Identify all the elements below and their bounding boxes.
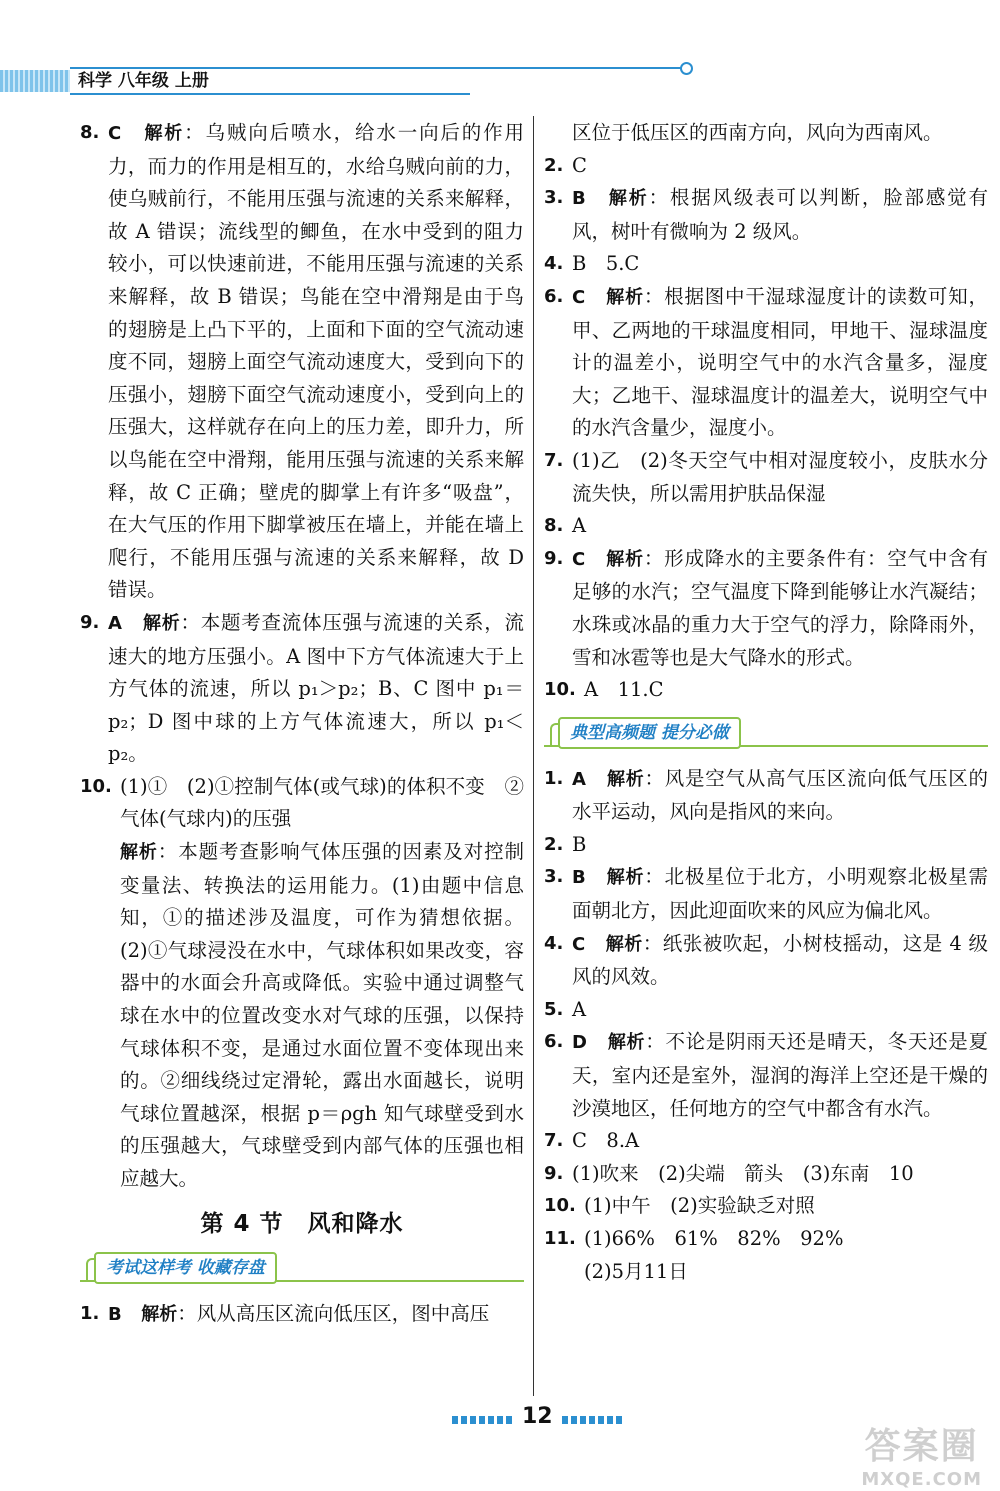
answer-text: (1)吹来 (2)尖端 箭头 (3)东南 10 <box>572 1161 914 1185</box>
analysis-text: ：乌贼向后喷水，给水一向后的作用力，而力的作用是相互的，水给乌贼向前的力，使乌贼前行，不能用压强与流速的关系来解释，故 A 错误；流线型的鲫鱼，在水中受到的阻力较小，可以快速前进，不能用压强与流速的关系来解释，故 B 错误；鸟能在空中滑翔是由于鸟的翅膀是上凸下平的，上面和下面的空气流动速度不同，翅膀上面空气流动速度大，受到向下的压强小，翅膀下面空气流动速度小，受到向上的压强大，这样就存在向上的压力差，即升力，所以鸟能在空中滑翔，能用压强与流速的关系来解释，故 C 正确；壁虎的脚掌上有许多“吸盘”，在大气压的作用下脚掌被压在墙上，并能在墙上爬行，不能用压强与流速的关系来解释，故 D 错误。 <box>108 121 524 602</box>
right-column <box>544 117 988 1288</box>
answer-s4-1 <box>80 1298 524 1332</box>
analysis-label: 解析 <box>607 1032 646 1054</box>
watermark-url: MXQE.COM <box>861 1469 982 1490</box>
question-number: 2. <box>544 154 564 176</box>
answer-hf-9 <box>544 1158 988 1191</box>
question-number: 4. <box>544 253 564 275</box>
question-number: 10. <box>80 775 112 797</box>
answer-hf-10 <box>544 1190 988 1223</box>
question-number: 9. <box>544 1162 564 1184</box>
analysis-label: 解析 <box>606 768 645 790</box>
analysis-label: 解析 <box>606 867 645 889</box>
answer-hf-7-8 <box>544 1125 988 1158</box>
footer-dots-left <box>452 1416 514 1424</box>
question-number: 3. <box>544 866 564 888</box>
analysis-text: ：形成降水的主要条件有：空气中含有足够的水汽；空气温度下降到能够让水汽凝结；水珠或冰晶的重力大于空气的浮力，除降雨外，雪和冰雹等也是大气降水的形式。 <box>572 546 988 669</box>
banner-highfreq <box>544 715 988 749</box>
analysis-label: 解析 <box>606 286 644 308</box>
answer-choice: B 5.C <box>572 252 640 276</box>
page-number: 12 <box>522 1404 553 1429</box>
question-number: 2. <box>544 833 564 855</box>
question-number: 5. <box>544 998 564 1020</box>
answer-choice: C 8.A <box>572 1129 640 1153</box>
header-title: 科学 八年级 上册 <box>70 70 219 92</box>
answer-10-11 <box>544 674 988 707</box>
watermark-logo: 答案圈 <box>864 1426 979 1467</box>
answer-hf-6 <box>544 1026 988 1125</box>
answer-choice: C <box>108 123 122 144</box>
footer-dots-right <box>562 1416 624 1424</box>
question-number: 7. <box>544 1130 564 1152</box>
answer-7 <box>544 445 988 510</box>
banner-label: 考试这样考 收藏存盘 <box>94 1252 277 1284</box>
answer-hf-3 <box>544 861 988 927</box>
header-rule-dot <box>680 62 693 75</box>
question-number: 10. <box>544 1195 576 1217</box>
analysis-text: ：风是空气从高气压区流向低气压区的水平运动，风向是指风的来向。 <box>572 766 988 824</box>
answer-choice: A <box>572 514 587 538</box>
question-number: 8. <box>544 515 564 537</box>
answer-hf-5 <box>544 994 988 1027</box>
answer-3 <box>544 182 988 248</box>
left-column <box>80 117 524 1332</box>
analysis-label: 解析 <box>606 548 644 570</box>
header-rule-bottom <box>70 93 470 95</box>
banner-label: 典型高频题 提分必做 <box>558 717 741 749</box>
answer-2 <box>544 150 988 183</box>
answer-10 <box>80 771 524 1196</box>
answer-choice: B <box>572 832 587 856</box>
answer-8r <box>544 510 988 543</box>
page-header <box>0 62 700 100</box>
banner-exam <box>80 1250 524 1284</box>
answer-text: (1)66% 61% 82% 92% <box>584 1227 844 1250</box>
answer-9r <box>544 543 988 674</box>
analysis-text: ：北极星位于北方，小明观察北极星需面朝北方，因此迎面吹来的风应为偏北风。 <box>572 865 988 923</box>
analysis-text: ：根据风级表可以判断，脸部感觉有风，树叶有微响为 2 级风。 <box>572 186 988 243</box>
answer-hf-2 <box>544 829 988 862</box>
answer-choice: B <box>108 1304 122 1326</box>
question-number: 11. <box>544 1228 576 1249</box>
column-divider <box>533 116 534 1396</box>
question-number: 7. <box>544 449 564 471</box>
answer-choice: D <box>572 1032 587 1054</box>
question-number: 1. <box>80 1303 100 1325</box>
answer-choice: A <box>572 768 586 790</box>
analysis-text: ：根据图中干湿球湿度计的读数可知，甲、乙两地的干球温度相同，甲地干、湿球温度计的温差小，说明空气中的水汽含量多，湿度大；乙地干、湿球温度计的温差大，说明空气中的水汽含量少，湿度小。 <box>572 284 988 440</box>
analysis-label: 解析 <box>142 612 181 634</box>
analysis-text: ：本题考查流体压强与流速的关系，流速大的地方压强小。A 图中下方气体流速大于上方气体的流速，所以 p₁＞p₂；B、C 图中 p₁＝p₂；D 图中球的上方气体流速大，所以 p₁＜p₂。 <box>108 610 524 766</box>
question-number: 1. <box>544 767 564 789</box>
answer-6 <box>544 281 988 445</box>
question-number: 9. <box>544 547 564 569</box>
answer-hf-4 <box>544 928 988 994</box>
analysis-label: 解析 <box>608 188 649 210</box>
continued-text: 区位于低压区的西南方向，风向为西南风。 <box>572 121 943 144</box>
question-number: 9. <box>80 611 100 633</box>
question-number: 6. <box>544 285 564 307</box>
answer-text-2: (2)5月11日 <box>584 1259 688 1283</box>
question-number: 3. <box>544 187 564 209</box>
answer-choice: A 11.C <box>584 678 664 702</box>
answer-choice: A <box>572 997 587 1021</box>
analysis-label: 解析 <box>141 1304 178 1326</box>
analysis-text: ：本题考查影响气体压强的因素及对控制变量法、转换法的运用能力。(1)由题中信息知，①的描述涉及温度，可作为猜想依据。(2)①气球浸没在水中，气球体积如果改变，容器中的水面会升高或降低。实验中通过调整气球在水中的位置改变水对气球的压强，以保持气球体积不变，是通过水面位置不变体现出来的。②细线绕过定滑轮，露出水面越长，说明气球位置越深，根据 p＝ρgh 知气球壁受到水的压强越大，气球壁受到内部气体的压强也相应越大。 <box>120 840 524 1190</box>
analysis-text: ：风从高压区流向低压区，图中高压 <box>177 1302 490 1326</box>
question-number: 10. <box>544 679 576 701</box>
analysis-text: ：不论是阴雨天还是晴天，冬天还是夏天，室内还是室外，湿润的海洋上空还是干燥的沙漠地区，任何地方的空气中都含有水汽。 <box>572 1030 988 1120</box>
section-title: 第 4 节 风和降水 <box>200 1210 404 1237</box>
analysis-label: 解析 <box>120 842 158 864</box>
answer-text: (1)中午 (2)实验缺乏对照 <box>584 1194 815 1218</box>
answer-hf-1 <box>544 763 988 829</box>
answer-text: (1)乙 (2)冬天空气中相对湿度较小，皮肤水分流失快，所以需用护肤品保湿 <box>572 448 988 505</box>
answer-choice: C <box>572 548 586 570</box>
answer-text: (1)① (2)①控制气体(或气球)的体积不变 ②气体(气球内)的压强 <box>120 774 524 831</box>
question-number: 8. <box>80 122 100 143</box>
question-number: 6. <box>544 1031 564 1053</box>
answer-choice: C <box>572 153 587 177</box>
answer-9 <box>80 607 524 771</box>
answer-choice: B <box>572 188 586 210</box>
page-footer <box>0 1404 1000 1444</box>
answer-8 <box>80 117 524 607</box>
watermark <box>861 1418 982 1490</box>
answer-4-5 <box>544 248 988 281</box>
header-rule-top <box>70 67 682 69</box>
answer-choice: C <box>572 286 586 308</box>
answer-choice: A <box>108 612 122 634</box>
answer-hf-11 <box>544 1223 988 1288</box>
analysis-label: 解析 <box>605 933 643 955</box>
answer-choice: C <box>572 933 586 955</box>
question-number: 4. <box>544 932 564 954</box>
analysis-text: ：纸张被吹起，小树枝摇动，这是 4 级风的风效。 <box>572 931 988 989</box>
analysis-label: 解析 <box>144 123 185 144</box>
answer-choice: B <box>572 867 586 889</box>
